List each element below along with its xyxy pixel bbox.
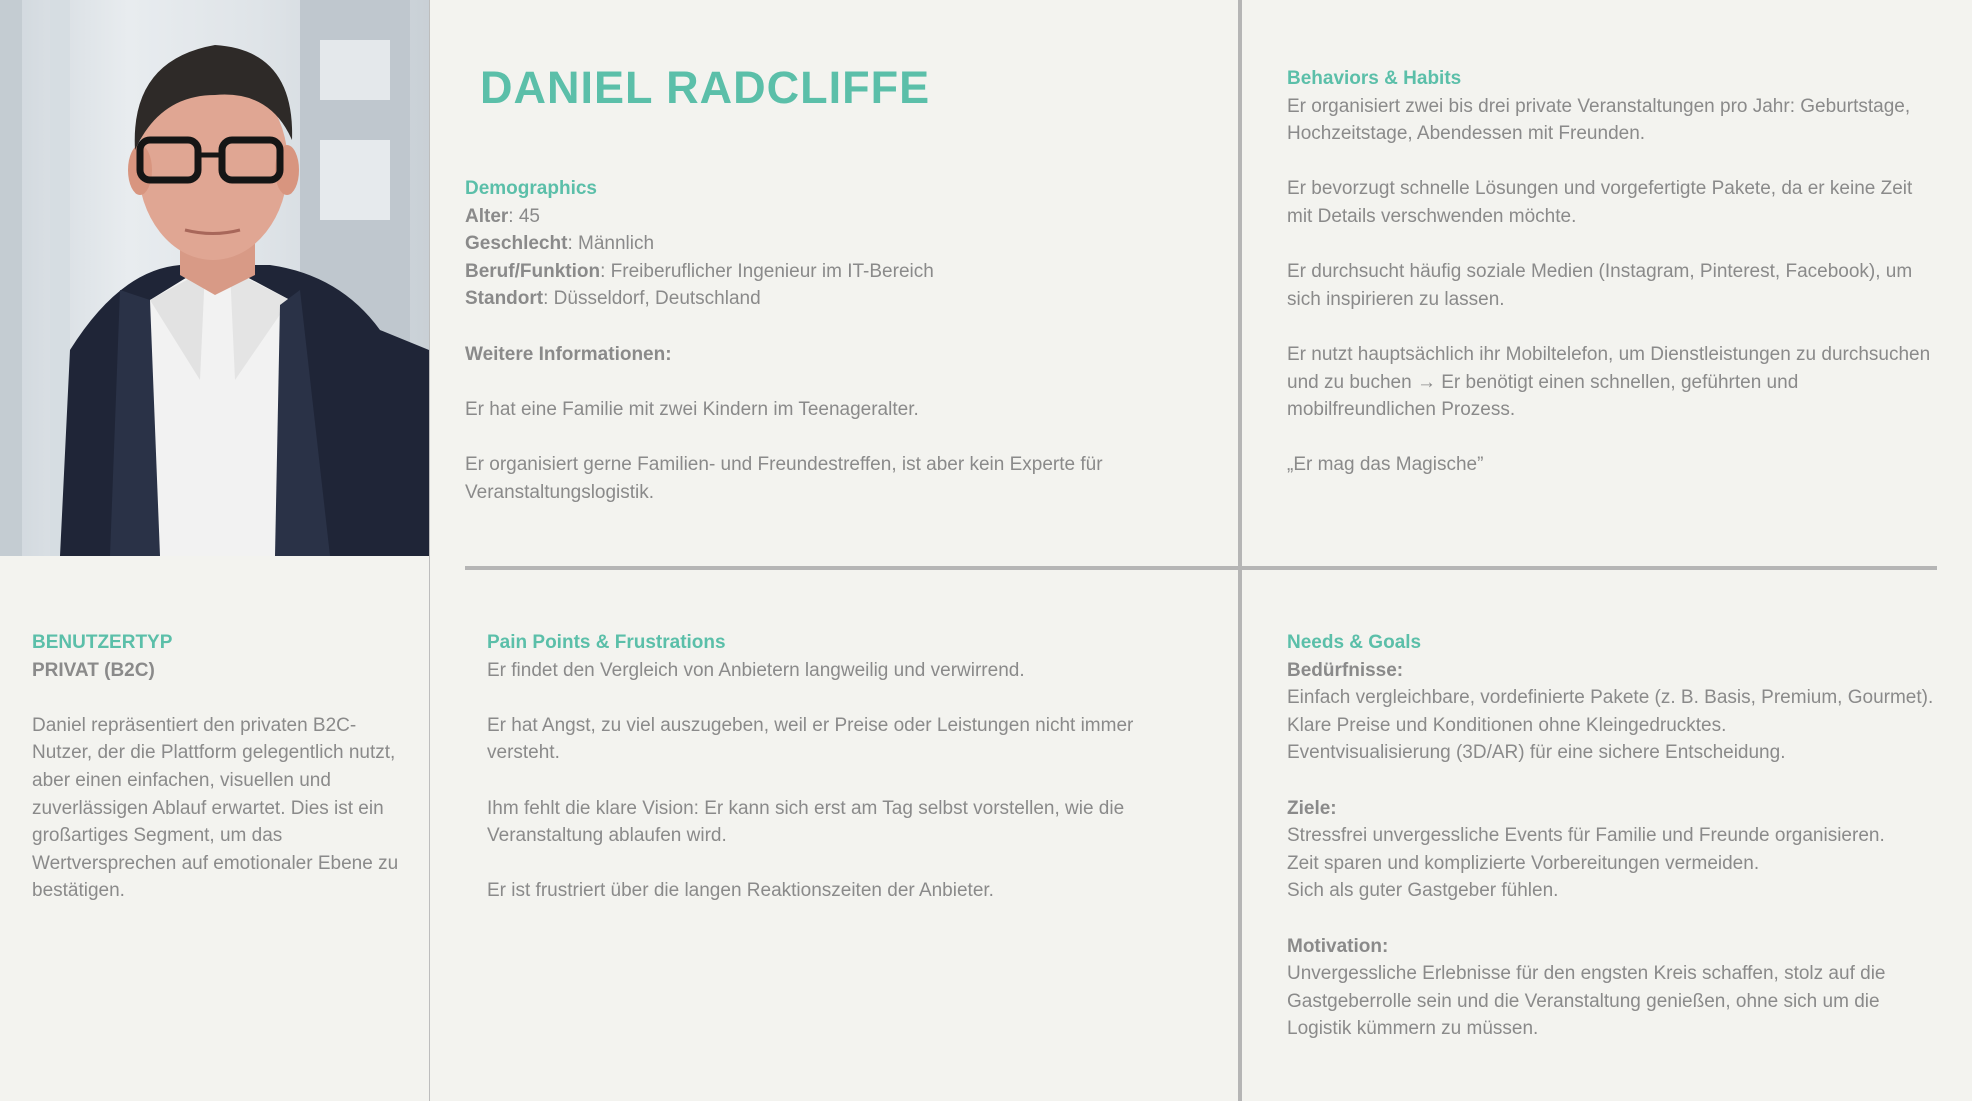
field-location: Standort: Düsseldorf, Deutschland [465, 288, 761, 310]
behavior-item: Er bevorzugt schnelle Lösungen und vorgefertigte Pakete, da er keine Zeit mit Details verschwenden möchte. [1287, 178, 1913, 227]
field-gender: Geschlecht: Männlich [465, 233, 655, 255]
needs-goals-section [1287, 629, 1937, 1043]
pain-point-item: Ihm fehlt die klare Vision: Er kann sich erst am Tag selbst vorstellen, wie die Veranstaltung ablaufen wird. [487, 797, 1125, 847]
behavior-item: Er organisiert zwei bis drei private Veranstaltungen pro Jahr: Geburtstage, Hochzeitstage, Abendessen mit Freunden. [1287, 95, 1911, 145]
divider-left [429, 0, 430, 1101]
pain-points-heading: Pain Points & Frustrations [487, 632, 726, 653]
behaviors-section [1287, 65, 1937, 479]
goals-subheading: Ziele: [1287, 797, 1337, 819]
needs-goals-heading: Needs & Goals [1287, 632, 1422, 653]
persona-photo [0, 0, 429, 556]
usertype-heading: BENUTZERTYP [32, 632, 173, 653]
pain-point-item: Er findet den Vergleich von Anbietern langweilig und verwirrend. [487, 659, 1025, 681]
behavior-item: Er durchsucht häufig soziale Medien (Instagram, Pinterest, Facebook), um sich inspirieren zu lassen. [1287, 261, 1913, 310]
behaviors-heading: Behaviors & Habits [1287, 68, 1462, 89]
goal-item: Zeit sparen und komplizierte Vorbereitungen vermeiden. [1287, 852, 1760, 874]
need-item: Klare Preise und Konditionen ohne Kleingedrucktes. [1287, 714, 1727, 736]
demographics-section [465, 175, 1205, 506]
more-info-heading: Weitere Informationen: [465, 343, 672, 365]
pain-point-item: Er hat Angst, zu viel auszugeben, weil er Preise oder Leistungen nicht immer versteht. [487, 714, 1134, 764]
demographics-heading: Demographics [465, 178, 597, 199]
more-info-item: Er hat eine Familie mit zwei Kindern im Teenageralter. [465, 398, 919, 420]
goal-item: Sich als guter Gastgeber fühlen. [1287, 880, 1559, 902]
divider-middle [1238, 0, 1242, 1101]
portrait-illustration [0, 0, 429, 556]
persona-name: DANIEL RADCLIFFE [480, 62, 931, 113]
divider-horizontal [465, 566, 1937, 570]
field-age: Alter: 45 [465, 205, 540, 227]
field-job: Beruf/Funktion: Freiberuflicher Ingenieur im IT-Bereich [465, 260, 934, 282]
usertype-description: Daniel repräsentiert den privaten B2C-Nutzer, der die Plattform gelegentlich nutzt, aber einen einfachen, visuellen und zuverlässigen Ablauf erwartet. Dies ist ein großartiges Segment, um das Wertversprechen auf emotionaler Ebene zu bestätigen. [32, 714, 399, 902]
behavior-quote: „Er mag das Magische” [1287, 454, 1484, 476]
usertype-type: PRIVAT (B2C) [32, 659, 155, 681]
need-item: Einfach vergleichbare, vordefinierte Pakete (z. B. Basis, Premium, Gourmet). [1287, 687, 1934, 709]
pain-points-section [487, 629, 1207, 905]
usertype-section [32, 629, 402, 905]
goal-item: Stressfrei unvergessliche Events für Familie und Freunde organisieren. [1287, 825, 1885, 847]
more-info-item: Er organisiert gerne Familien- und Freundestreffen, ist aber kein Experte für Veranstaltungslogistik. [465, 453, 1103, 503]
motivation-text: Unvergessliche Erlebnisse für den engsten Kreis schaffen, stolz auf die Gastgeberrolle sein und die Veranstaltung genießen, ohne sich um die Logistik kümmern zu müssen. [1287, 963, 1886, 1040]
pain-point-item: Er ist frustriert über die langen Reaktionszeiten der Anbieter. [487, 880, 994, 902]
behavior-item: Er nutzt hauptsächlich ihr Mobiltelefon, um Dienstleistungen zu durchsuchen und zu buchen → Er benötigt einen schnellen, geführten und mobilfreundlichen Prozess. [1287, 343, 1931, 421]
motivation-subheading: Motivation: [1287, 935, 1389, 957]
need-item: Eventvisualisierung (3D/AR) für eine sichere Entscheidung. [1287, 742, 1786, 764]
needs-subheading: Bedürfnisse: [1287, 659, 1404, 681]
